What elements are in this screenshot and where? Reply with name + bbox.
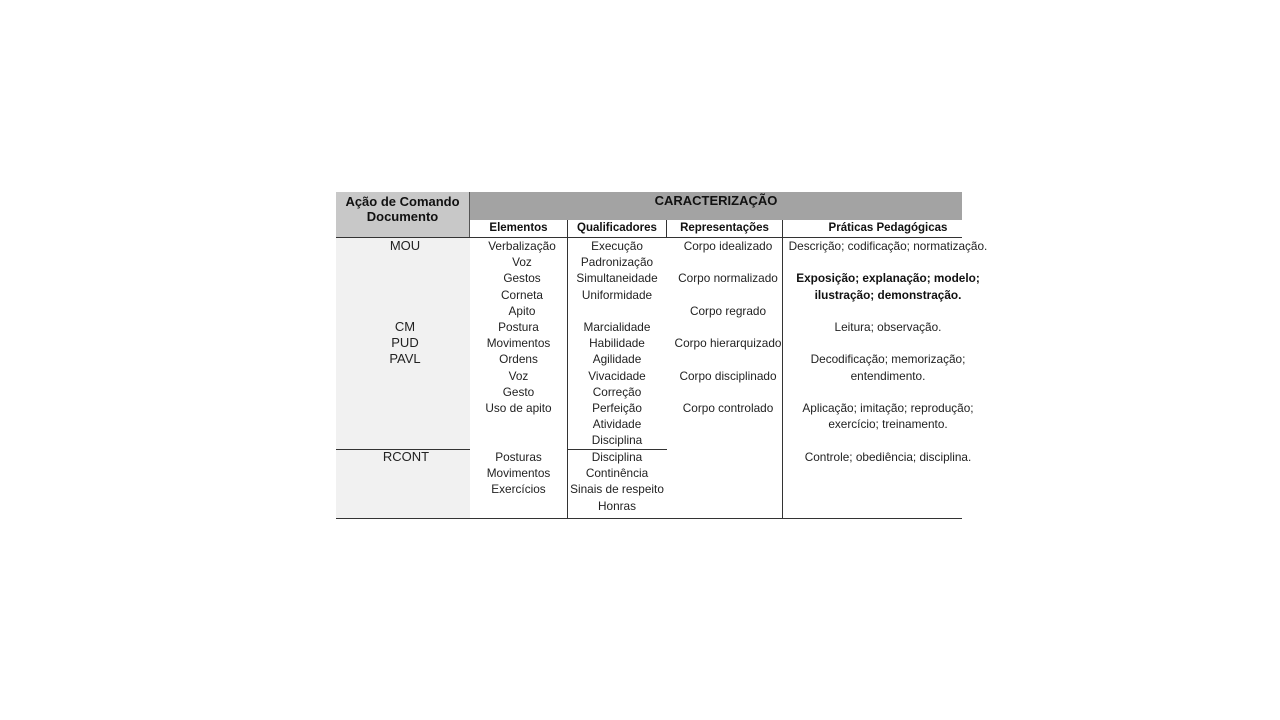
list-item: Agilidade <box>592 352 642 367</box>
list-item: Uso de apito <box>485 401 552 416</box>
list-item: Uniformidade <box>581 287 653 302</box>
header-action-document: Ação de Comando Documento <box>336 192 470 238</box>
representacao-item: Corpo controlado <box>682 401 774 415</box>
qualificadores-group-3 <box>568 449 666 514</box>
pratica-item: Aplicação; imitação; reprodução; <box>802 401 974 415</box>
list-item: Continência <box>585 466 649 481</box>
list-item: Posturas <box>495 450 542 464</box>
list-item: Padronização <box>580 255 654 270</box>
table-bottom-rule <box>336 518 962 519</box>
list-item: Habilidade <box>589 336 645 351</box>
list-item: Apito <box>508 303 536 318</box>
representacao-item: Corpo normalizado <box>678 271 778 286</box>
list-item: Corneta <box>501 287 543 302</box>
qualificadores-group-2 <box>568 319 666 449</box>
column-divider <box>666 220 667 238</box>
pratica-item: Controle; obediência; disciplina. <box>804 450 972 464</box>
list-item: Gesto <box>502 384 535 399</box>
list-item: Perfeição <box>592 401 642 416</box>
list-item: Marcialidade <box>583 320 651 334</box>
list-item: Movimentos <box>486 336 551 351</box>
characterization-table <box>336 192 988 519</box>
pratica-item: exercício; treinamento. <box>828 417 948 432</box>
pratica-item: Exposição; explanação; modelo; <box>796 271 980 286</box>
list-item: Gestos <box>503 271 541 286</box>
list-item: Postura <box>498 320 539 334</box>
list-item: Honras <box>597 498 637 513</box>
action-cm: CM <box>394 319 416 334</box>
list-item: Correção <box>592 384 642 399</box>
list-item: Voz <box>512 255 532 270</box>
action-rcont: RCONT <box>382 449 430 464</box>
header-caracterizacao: CARACTERIZAÇÃO <box>470 192 962 220</box>
list-item: Atividade <box>592 417 642 432</box>
list-item: Vivacidade <box>588 368 646 383</box>
representacao-item: Corpo disciplinado <box>679 368 777 383</box>
column-header-qualificadores: Qualificadores <box>568 220 666 237</box>
column-header-elementos: Elementos <box>470 220 567 237</box>
pratica-item: Descrição; codificação; normatização. <box>788 239 988 253</box>
list-item: Execução <box>591 239 643 253</box>
representacao-item: Corpo hierarquizado <box>674 336 782 351</box>
list-item: Simultaneidade <box>576 271 658 286</box>
list-item: Disciplina <box>591 433 643 448</box>
list-item: Verbalização <box>488 239 556 253</box>
action-column-background <box>336 238 470 518</box>
list-item: Exercícios <box>491 482 546 497</box>
qualificadores-group-1 <box>568 238 666 303</box>
list-item: Voz <box>508 368 529 383</box>
elementos-group-3 <box>470 449 567 498</box>
representacao-item: Corpo idealizado <box>683 239 773 253</box>
column-header-praticas: Práticas Pedagógicas <box>783 220 993 237</box>
list-item: Ordens <box>499 352 538 367</box>
elementos-group-1 <box>473 238 571 319</box>
action-mou: MOU <box>389 238 421 253</box>
elementos-group-2 <box>470 319 567 416</box>
representacao-item: Corpo regrado <box>689 303 767 318</box>
list-item: Movimentos <box>486 466 551 481</box>
pratica-item: entendimento. <box>850 368 926 383</box>
pratica-item: Leitura; observação. <box>834 320 942 334</box>
pratica-item: Decodificação; memorização; <box>810 352 966 367</box>
pratica-item: ilustração; demonstração. <box>814 287 962 302</box>
list-item: Sinais de respeito <box>570 482 664 497</box>
list-item: Disciplina <box>591 450 643 464</box>
action-pavl: PAVL <box>389 351 421 367</box>
action-pud: PUD <box>391 335 419 351</box>
column-header-representacoes: Representações <box>667 220 782 237</box>
